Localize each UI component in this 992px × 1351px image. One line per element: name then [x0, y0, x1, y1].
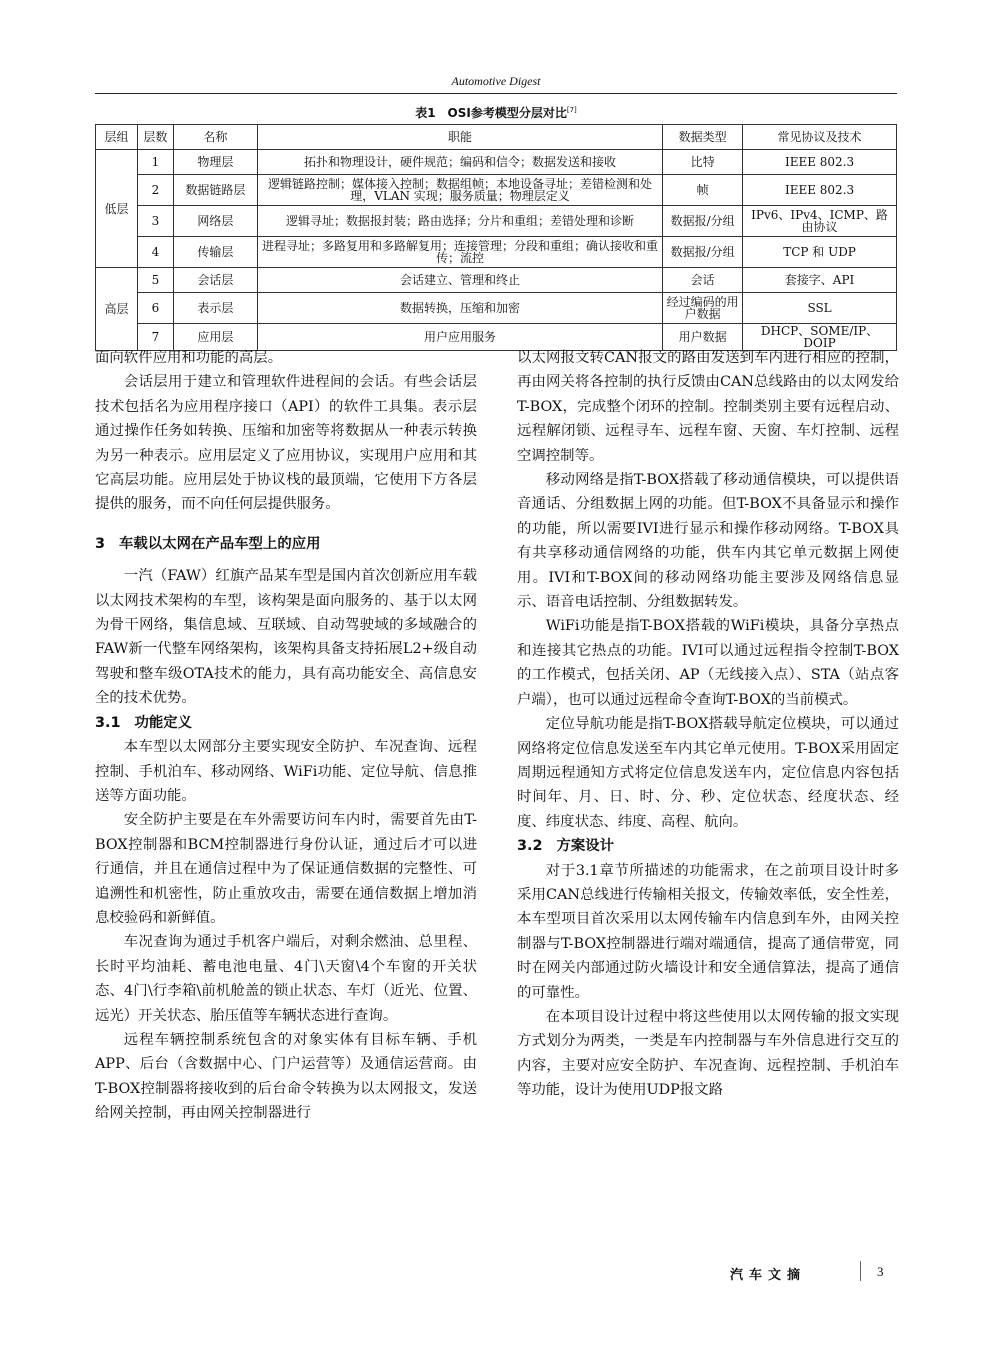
layer-no: 5 [137, 268, 173, 293]
header-data-type: 数据类型 [663, 125, 743, 150]
paragraph: 车况查询为通过手机客户端后，对剩余燃油、总里程、长时平均油耗、蓄电池电量、4门\天窗\4个车窗的开关状态、4门\行李箱\前机舱盖的锁止状态、车灯（近光、位置、远光）开关状态、胎压值等车辆状态进行查询。 [95, 934, 477, 1024]
layer-name: 数据链路层 [173, 175, 257, 206]
header-rule [95, 93, 897, 94]
left-column [95, 346, 477, 1126]
section-3-heading [95, 532, 477, 556]
layer-protocols: DHCP、SOME/IP、DOIP [743, 324, 897, 351]
layer-no: 6 [137, 293, 173, 324]
group-high-cell: 高层 [96, 268, 138, 351]
layer-data-type: 会话 [663, 268, 743, 293]
section-title: 方案设计 [556, 838, 615, 855]
right-column [517, 346, 899, 1103]
layer-no: 2 [137, 175, 173, 206]
footer-divider [860, 1261, 861, 1281]
table-caption [95, 104, 897, 121]
paragraph: 远程车辆控制系统包含的对象实体有目标车辆、手机APP、后台（含数据中心、门户运营等）及通信运营商。由T-BOX控制器将接收到的后台命令转换为以太网报文，发送给网关控制，再由网关控制器进行 [95, 1031, 477, 1122]
osi-layer-table [95, 124, 897, 351]
paragraph: WiFi功能是指T-BOX搭载的WiFi模块，具备分享热点和连接其它热点的功能。IVI可以通过远程指令控制T-BOX的工作模式，包括关闭、AP（无线接入点）、STA（站点客户端），也可以通过远程命令查询T-BOX的当前模式。 [517, 618, 899, 708]
layer-name: 表示层 [173, 293, 257, 324]
layer-name: 传输层 [173, 237, 257, 268]
paragraph: 定位导航功能是指T-BOX搭载导航定位模块，可以通过网络将定位信息发送至车内其它单元使用。T-BOX采用固定周期远程通知方式将定位信息发送车内，定位信息内容包括时间年、月、日、时、分、秒、定位状态、经度状态、经度、纬度状态、纬度、高程、航向。 [517, 716, 899, 830]
layer-data-type: 帧 [663, 175, 743, 206]
table-row [96, 268, 897, 293]
layer-function: 数据转换，压缩和加密 [257, 293, 662, 324]
table-citation: [7] [566, 106, 577, 114]
section-3-1-heading [95, 711, 477, 735]
layer-function: 用户应用服务 [257, 324, 662, 351]
table-row [96, 293, 897, 324]
layer-name: 网络层 [173, 206, 257, 237]
section-3-2-heading [517, 834, 899, 858]
header-group: 层组 [96, 125, 138, 150]
group-low-cell: 低层 [96, 150, 138, 268]
layer-function: 逻辑寻址；数据报封装；路由选择；分片和重组；差错处理和诊断 [257, 206, 662, 237]
paragraph: 以太网报文转CAN报文的路由发送到车内进行相应的控制，再由网关将各控制的执行反馈由CAN总线路由的以太网发给T-BOX，完成整个闭环的控制。控制类别主要有远程启动、远程解闭锁、远程寻车、远程车窗、天窗、车灯控制、远程空调控制等。 [517, 350, 899, 464]
table-row [96, 150, 897, 175]
layer-protocols: 套接字、API [743, 268, 897, 293]
layer-name: 会话层 [173, 268, 257, 293]
footer-journal-name: 汽车文摘 [730, 1268, 807, 1283]
layer-protocols: TCP 和 UDP [743, 237, 897, 268]
layer-protocols: SSL [743, 293, 897, 324]
paragraph: 一汽（FAW）红旗产品某车型是国内首次创新应用车载以太网技术架构的车型，该构架是面向服务的、基于以太网为骨干网络，集信息域、互联域、自动驾驶域的多域融合的FAW新一代整车网络架构，该架构具备支持拓展L2+级自动驾驶和整车级OTA技术的能力，具有高功能安全、高信息安全的技术优势。 [95, 568, 477, 707]
running-header: Automotive Digest [451, 74, 541, 88]
section-title: 车载以太网在产品车型上的应用 [119, 535, 321, 552]
table-caption-text: 表1 OSI参考模型分层对比 [415, 106, 567, 120]
paragraph: 会话层用于建立和管理软件进程间的会话。有些会话层技术包括名为应用程序接口（API）的软件工具集。表示层通过操作任务如转换、压缩和加密等将数据从一种表示转换为另一种表示。应用层定义了应用协议，实现用户应用和其它高层功能。应用层处于协议栈的最顶端，它使用下方各层提供的服务，而不向任何层提供服务。 [95, 374, 477, 513]
paragraph: 本车型以太网部分主要实现安全防护、车况查询、远程控制、手机泊车、移动网络、WiFi功能、定位导航、信息推送等方面功能。 [95, 739, 477, 804]
layer-no: 4 [137, 237, 173, 268]
paragraph: 面向软件应用和功能的高层。 [95, 350, 283, 366]
paragraph: 安全防护主要是在车外需要访问车内时，需要首先由T-BOX控制器和BCM控制器进行身份认证，通过后才可以进行通信，并且在通信过程中为了保证通信数据的完整性、可追溯性和机密性，防止重放攻击，需要在通信数据上增加消息校验码和新鲜值。 [95, 812, 477, 926]
paragraph: 移动网络是指T-BOX搭载了移动通信模块，可以提供语音通话、分组数据上网的功能。但T-BOX不具备显示和操作的功能，所以需要IVI进行显示和操作移动网络。T-BOX具有共享移动通信网络的功能，供车内其它单元数据上网使用。IVI和T-BOX间的移动网络功能主要涉及网络信息显示、语音电话控制、分组数据转发。 [517, 472, 899, 611]
table-header-row [96, 125, 897, 150]
layer-data-type: 比特 [663, 150, 743, 175]
section-number: 3.2 [517, 838, 543, 855]
layer-function: 拓扑和物理设计，硬件规范；编码和信令；数据发送和接收 [257, 150, 662, 175]
layer-function: 会话建立、管理和终止 [257, 268, 662, 293]
header-function: 职能 [257, 125, 662, 150]
header-protocols: 常见协议及技术 [743, 125, 897, 150]
layer-function: 逻辑链路控制；媒体接入控制；数据组帧；本地设备寻址；差错检测和处理，VLAN 实现；服务质量；物理层定义 [257, 175, 662, 206]
layer-protocols: IEEE 802.3 [743, 150, 897, 175]
layer-data-type: 数据报/分组 [663, 206, 743, 237]
layer-no: 3 [137, 206, 173, 237]
section-number: 3 [95, 535, 106, 552]
table-row [96, 175, 897, 206]
layer-function: 进程寻址；多路复用和多路解复用；连接管理；分段和重组；确认接收和重传；流控 [257, 237, 662, 268]
header-name: 名称 [173, 125, 257, 150]
layer-no: 7 [137, 324, 173, 351]
layer-protocols: IEEE 802.3 [743, 175, 897, 206]
page-number: 3 [877, 1264, 884, 1279]
paragraph: 对于3.1章节所描述的功能需求，在之前项目设计时多采用CAN总线进行传输相关报文，传输效率低，安全性差，本车型项目首次采用以太网传输车内信息到车外，由网关控制器与T-BOX控制器进行端对端通信，提高了通信带宽，同时在网关内部通过防火墙设计和安全通信算法，提高了通信的可靠性。 [517, 862, 899, 1001]
header-layer-no: 层数 [137, 125, 173, 150]
layer-protocols: IPv6、IPv4、ICMP、路由协议 [743, 206, 897, 237]
layer-name: 应用层 [173, 324, 257, 351]
table-row [96, 206, 897, 237]
table-row [96, 237, 897, 268]
layer-data-type: 数据报/分组 [663, 237, 743, 268]
layer-data-type: 用户数据 [663, 324, 743, 351]
layer-name: 物理层 [173, 150, 257, 175]
section-number: 3.1 [95, 714, 121, 731]
layer-data-type: 经过编码的用户数据 [663, 293, 743, 324]
paragraph: 在本项目设计过程中将这些使用以太网传输的报文实现方式划分为两类，一类是车内控制器与车外信息进行交互的内容，主要对应安全防护、车况查询、远程控制、手机泊车等功能，设计为使用UDP报文路 [517, 1008, 899, 1099]
layer-no: 1 [137, 150, 173, 175]
section-title: 功能定义 [134, 714, 193, 731]
